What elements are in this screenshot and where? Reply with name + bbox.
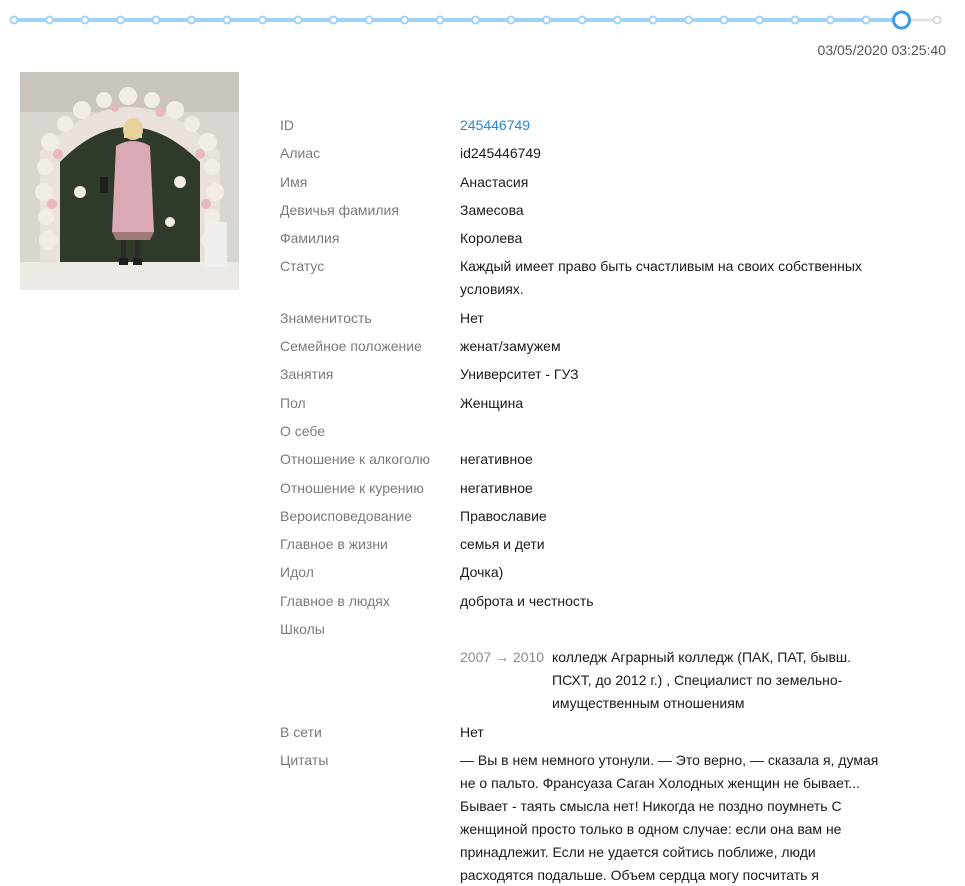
profile-field-row	[280, 363, 945, 386]
profile-field-row	[280, 114, 945, 137]
timeline-point[interactable]	[756, 17, 763, 24]
timeline-point[interactable]	[366, 17, 373, 24]
field-value: Нет	[460, 309, 484, 326]
field-label: Главное в жизни	[280, 536, 388, 553]
field-label: Главное в людях	[280, 592, 390, 609]
profile-field-row	[280, 590, 945, 613]
profile-field-row	[280, 420, 945, 443]
timeline-point[interactable]	[153, 17, 160, 24]
field-value: Нет	[460, 723, 484, 740]
timeline-point[interactable]	[685, 17, 692, 24]
field-value: негативное	[460, 451, 533, 468]
profile-field-row	[280, 561, 945, 584]
timeline-point[interactable]	[827, 17, 834, 24]
timeline-point[interactable]	[330, 17, 337, 24]
profile-field-row	[280, 533, 945, 556]
school-entry	[460, 646, 945, 715]
field-label: О себе	[280, 422, 326, 439]
profile-id-link[interactable]: 245446749	[460, 117, 531, 133]
field-value	[460, 420, 890, 443]
snapshot-timestamp: 03/05/2020 03:25:40	[817, 42, 946, 58]
field-label: Знаменитость	[280, 309, 372, 326]
profile-photo-image	[20, 72, 239, 290]
timeline-point[interactable]	[224, 17, 231, 24]
field-label: Статус	[280, 258, 325, 275]
timeline-point[interactable]	[543, 17, 550, 24]
field-label: Школы	[280, 621, 325, 638]
field-label: Цитаты	[280, 751, 329, 768]
profile-field-row	[280, 477, 945, 500]
field-label: Имя	[280, 173, 308, 190]
timeline-point[interactable]	[188, 17, 195, 24]
timeline-point[interactable]	[82, 17, 89, 24]
timeline-point[interactable]	[472, 17, 479, 24]
timeline-point[interactable]	[721, 17, 728, 24]
timeline-point[interactable]	[437, 17, 444, 24]
timeline-point[interactable]	[863, 17, 870, 24]
school-years: 2007 → 2010	[460, 649, 545, 666]
profile-field-row	[280, 335, 945, 358]
profile-field-row	[280, 392, 945, 415]
field-value: семья и дети	[460, 536, 545, 553]
field-label: Идол	[280, 564, 314, 581]
timeline-track[interactable]	[0, 0, 965, 40]
timeline-point[interactable]	[11, 17, 18, 24]
field-label: Семейное положение	[280, 338, 422, 355]
profile-field-row	[280, 749, 945, 886]
field-label: Девичья фамилия	[280, 201, 399, 218]
field-value: Королева	[460, 230, 523, 247]
profile-field-row	[280, 199, 945, 222]
field-value: доброта и честность	[460, 592, 594, 609]
timeline-point[interactable]	[650, 17, 657, 24]
profile-field-row	[280, 618, 945, 641]
profile-field-row	[280, 171, 945, 194]
field-label: Пол	[280, 394, 306, 411]
field-value: Университет - ГУЗ	[460, 366, 579, 383]
field-label: Вероисповедование	[280, 507, 413, 524]
field-label: Отношение к алкоголю	[280, 451, 431, 468]
profile-field-row	[280, 505, 945, 528]
profile-details	[280, 114, 945, 886]
profile-photo[interactable]	[20, 72, 239, 290]
field-label: Отношение к курению	[280, 479, 424, 496]
timeline-point[interactable]	[614, 17, 621, 24]
field-value: Каждый имеет право быть счастливым на своих собственных условиях.	[460, 258, 862, 298]
timeline-point[interactable]	[295, 17, 302, 24]
profile-field-row	[280, 227, 945, 250]
field-value	[460, 618, 890, 641]
timeline-current-point[interactable]	[894, 12, 910, 28]
timeline-point[interactable]	[46, 17, 53, 24]
profile-field-row	[280, 142, 945, 165]
timeline-point[interactable]	[508, 17, 515, 24]
field-value: — Вы в нем немного утонули. — Это верно, — сказала я, думая не о пальто. Франсуаза Саган Холодных женщин не бывает... Бывает - таять смысла нет! Никогда не поздно поумнеть С женщиной просто только в одном случае: если она вам не принадлежит. Если не удается сойтись поближе, люди расходятся подальше. Объем сердца могу посчитать я	[460, 751, 879, 883]
field-value: Анастасия	[460, 173, 529, 190]
timeline-point[interactable]	[579, 17, 586, 24]
timeline-point[interactable]	[117, 17, 124, 24]
profile-field-row	[280, 307, 945, 330]
field-label: В сети	[280, 723, 322, 740]
field-value	[460, 114, 890, 137]
timeline-point[interactable]	[792, 17, 799, 24]
timeline-point[interactable]	[259, 17, 266, 24]
field-value: Замесова	[460, 201, 524, 218]
profile-field-row	[280, 721, 945, 744]
history-timeline[interactable]	[0, 0, 965, 40]
timeline-point[interactable]	[401, 17, 408, 24]
field-label: Фамилия	[280, 230, 340, 247]
field-value: Дочка)	[460, 564, 504, 581]
field-value: негативное	[460, 479, 533, 496]
field-value: женат/замужем	[460, 338, 561, 355]
field-value: id245446749	[460, 145, 541, 162]
profile-field-row	[280, 448, 945, 471]
field-value: Женщина	[460, 394, 524, 411]
field-label: Занятия	[280, 366, 334, 383]
field-value: Православие	[460, 507, 547, 524]
school-name: колледж Аграрный колледж (ПАК, ПАТ, бывш. ПСХТ, до 2012 г.) , Специалист по земельно-имущественным отношениям	[552, 649, 852, 712]
field-label: Алиас	[280, 145, 321, 162]
timeline-point[interactable]	[934, 17, 941, 24]
profile-field-row	[280, 255, 945, 301]
field-label: ID	[280, 117, 294, 133]
